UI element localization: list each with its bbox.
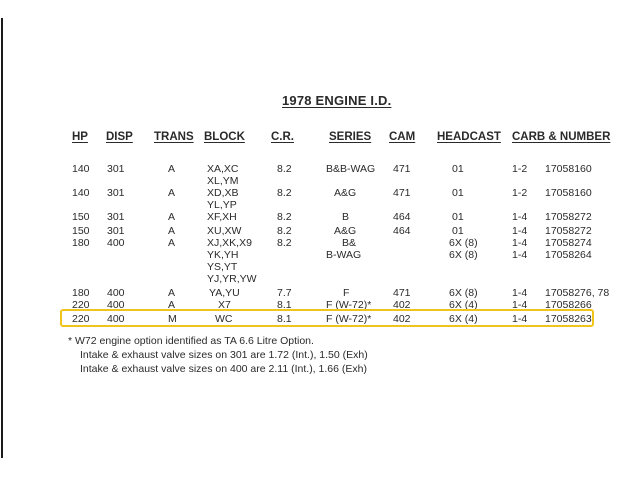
- cell-series: A&G: [334, 225, 357, 237]
- header-disp: DISP: [106, 131, 133, 143]
- cell-headcast: 01: [452, 187, 464, 199]
- cell-cr: 8.2: [277, 225, 292, 237]
- cell-cr: 7.7: [277, 287, 292, 299]
- cell-series: B&: [342, 237, 357, 249]
- cell-cam: 471: [393, 287, 411, 299]
- page-edge-rule: [1, 18, 3, 458]
- cell-cam: 464: [393, 225, 411, 237]
- footnote-w72: * W72 engine option identified as TA 6.6 Litre Option.: [68, 335, 314, 347]
- cell-cam: 471: [393, 163, 411, 175]
- cell-number: 17058263: [545, 313, 592, 325]
- header-trans: TRANS: [154, 131, 194, 143]
- cell-carb: 1-2: [512, 187, 528, 199]
- cell-block: YJ,YR,YW: [207, 273, 257, 285]
- cell-headcast: 01: [452, 211, 464, 223]
- cell-series: B&B-WAG: [326, 163, 376, 175]
- cell-block: X7: [218, 299, 231, 311]
- header-cam: CAM: [389, 131, 416, 143]
- cell-carb: 1-4: [512, 237, 528, 249]
- cell-carb: 1-4: [512, 225, 528, 237]
- cell-number: 17058266: [545, 299, 592, 311]
- cell-hp: 180: [72, 237, 90, 249]
- cell-trans: A: [168, 187, 176, 199]
- cell-headcast: 01: [452, 163, 464, 175]
- cell-series: F (W-72)*: [326, 313, 372, 325]
- cell-block: XF,XH: [207, 211, 237, 223]
- cell-trans: A: [168, 211, 176, 223]
- cell-disp: 400: [107, 287, 125, 299]
- cell-block: YA,YU: [209, 287, 240, 299]
- cell-series: A&G: [334, 187, 357, 199]
- header-hp: HP: [72, 131, 88, 143]
- cell-cam: 402: [393, 299, 411, 311]
- header-headcast: HEADCAST: [437, 131, 501, 143]
- cell-hp: 140: [72, 163, 90, 175]
- cell-block: XA,XC: [207, 163, 239, 175]
- cell-carb: 1-4: [512, 287, 528, 299]
- cell-disp: 400: [107, 299, 125, 311]
- cell-cr: 8.2: [277, 237, 292, 249]
- cell-disp: 301: [107, 225, 125, 237]
- cell-carb: 1-4: [512, 211, 528, 223]
- cell-carb: 1-2: [512, 163, 528, 175]
- cell-block: YK,YH: [207, 249, 239, 261]
- cell-headcast: 6X (4): [449, 313, 478, 325]
- cell-disp: 400: [107, 237, 125, 249]
- cell-series: F: [343, 287, 350, 299]
- cell-series: B: [342, 211, 350, 223]
- cell-cr: 8.2: [277, 211, 292, 223]
- cell-block: XU,XW: [207, 225, 242, 237]
- cell-block: WC: [215, 313, 233, 325]
- header-cr: C.R.: [271, 131, 294, 143]
- cell-disp: 301: [107, 163, 125, 175]
- cell-cr: 8.1: [277, 313, 292, 325]
- cell-headcast: 6X (8): [449, 287, 478, 299]
- cell-trans: A: [168, 287, 176, 299]
- cell-number: 17058160: [545, 187, 592, 199]
- cell-cr: 8.2: [277, 187, 292, 199]
- page-title: 1978 ENGINE I.D.: [282, 93, 392, 108]
- cell-cam: 471: [393, 187, 411, 199]
- cell-number: 17058160: [545, 163, 592, 175]
- header-block: BLOCK: [204, 131, 245, 143]
- cell-carb: 1-4: [512, 249, 528, 261]
- cell-cam: 464: [393, 211, 411, 223]
- cell-block: YS,YT: [207, 261, 238, 273]
- cell-hp: 220: [72, 313, 90, 325]
- header-series: SERIES: [329, 131, 372, 143]
- cell-hp: 180: [72, 287, 90, 299]
- cell-block: XD,XB: [207, 187, 239, 199]
- note-valve-301: Intake & exhaust valve sizes on 301 are 1.72 (Int.), 1.50 (Exh): [80, 349, 368, 361]
- cell-block: XL,YM: [207, 175, 239, 187]
- highlighted-row-outline: [60, 309, 594, 327]
- cell-number: 17058274: [545, 237, 592, 249]
- cell-headcast: 6X (8): [449, 237, 478, 249]
- cell-hp: 220: [72, 299, 90, 311]
- header-carb-number: CARB & NUMBER: [512, 131, 611, 143]
- cell-disp: 301: [107, 211, 125, 223]
- cell-trans: A: [168, 163, 176, 175]
- cell-number: 17058276, 78: [545, 287, 610, 299]
- cell-cr: 8.1: [277, 299, 292, 311]
- cell-headcast: 01: [452, 225, 464, 237]
- cell-series: F (W-72)*: [326, 299, 372, 311]
- cell-hp: 150: [72, 225, 90, 237]
- cell-trans: M: [168, 313, 177, 325]
- cell-carb: 1-4: [512, 299, 528, 311]
- cell-hp: 140: [72, 187, 90, 199]
- note-valve-400: Intake & exhaust valve sizes on 400 are 2.11 (Int.), 1.66 (Exh): [80, 363, 367, 375]
- cell-disp: 301: [107, 187, 125, 199]
- cell-block: XJ,XK,X9: [207, 237, 252, 249]
- cell-number: 17058272: [545, 211, 592, 223]
- cell-carb: 1-4: [512, 313, 528, 325]
- cell-number: 17058264: [545, 249, 592, 261]
- cell-headcast: 6X (4): [449, 299, 478, 311]
- cell-cam: 402: [393, 313, 411, 325]
- cell-block: YL,YP: [207, 199, 237, 211]
- cell-series: B-WAG: [326, 249, 362, 261]
- cell-hp: 150: [72, 211, 90, 223]
- cell-number: 17058272: [545, 225, 592, 237]
- cell-cr: 8.2: [277, 163, 292, 175]
- cell-trans: A: [168, 225, 176, 237]
- cell-trans: A: [168, 299, 176, 311]
- cell-trans: A: [168, 237, 176, 249]
- cell-disp: 400: [107, 313, 125, 325]
- cell-headcast: 6X (8): [449, 249, 478, 261]
